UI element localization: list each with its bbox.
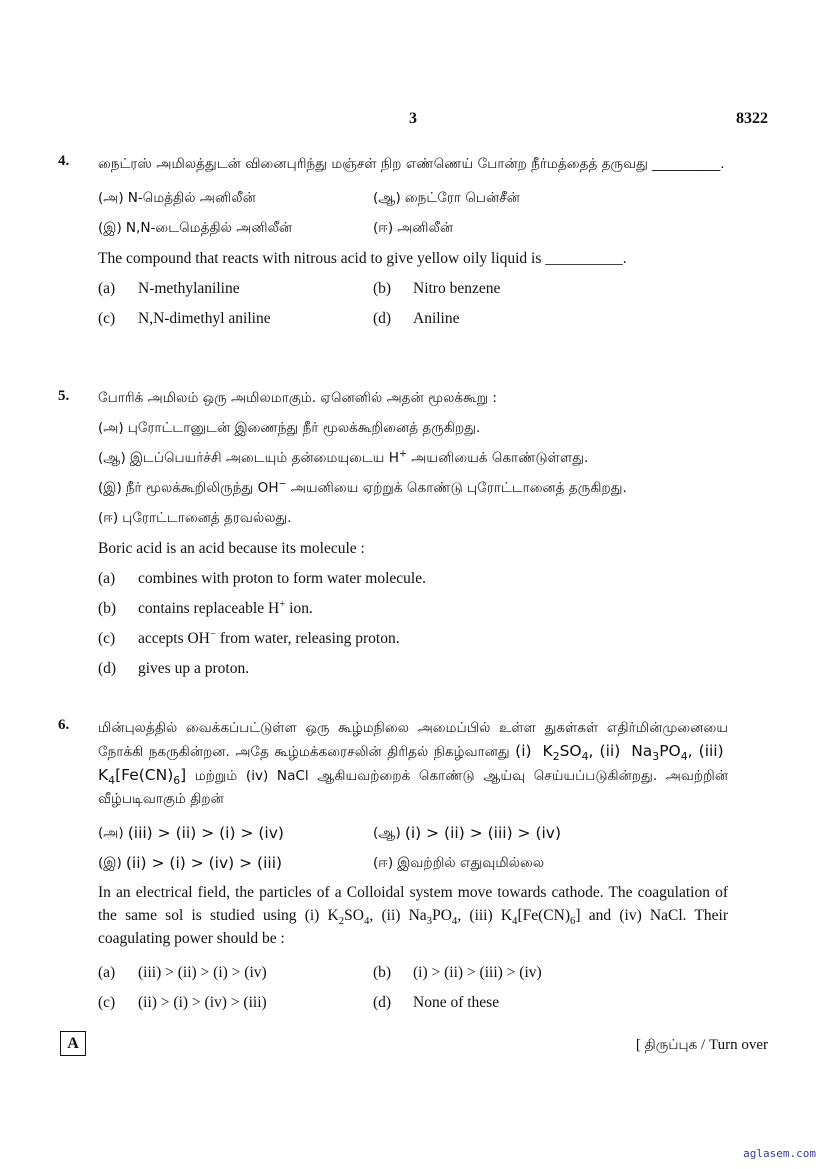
text-segment: , (ii) <box>588 742 621 760</box>
text-segment: and (iv) NaCl. Their coagulating power should be : <box>98 907 728 947</box>
option-text: N-மெத்தில் அனிலீன் <box>127 189 256 206</box>
text-segment: , (iii) <box>687 742 724 760</box>
formula-k4fecn6 <box>98 766 187 788</box>
question-4 <box>58 153 728 333</box>
option-english-b[interactable] <box>98 593 728 623</box>
text-segment: [Fe(CN) <box>517 907 570 924</box>
option-text <box>130 447 589 470</box>
text-segment: (i) <box>515 742 532 760</box>
option-english-d[interactable] <box>98 653 728 683</box>
text-segment: ] <box>180 766 187 784</box>
option-text-part: இடப்பெயர்ச்சி அடையும் தன்மையுடைய H <box>129 449 399 466</box>
option-tamil-i[interactable] <box>98 217 373 240</box>
subscript: 4 <box>680 750 688 764</box>
option-text: (i) > (ii) > (iii) > (iv) <box>413 963 542 981</box>
option-text-part: contains replaceable H <box>138 599 280 617</box>
text-segment: SO <box>344 907 364 924</box>
text-segment: [Fe(CN) <box>115 766 174 784</box>
option-label: (b) <box>98 599 117 617</box>
subscript: 6 <box>173 774 181 788</box>
text-segment: Na <box>631 742 653 760</box>
option-tamil-a[interactable] <box>98 413 728 443</box>
text-segment: மற்றும் (iv) NaCl ஆகியவற்றைக் கொண்டு ஆய்வு செய்யப்படுகின்றது. அவற்றின் வீழ்படிவாகும் திறன் <box>98 768 729 807</box>
subscript: 3 <box>426 915 433 928</box>
option-text-part: அயனியை ஏற்றுக் கொண்டு புரோட்டானைத் தருகிறது. <box>286 479 627 496</box>
option-text <box>138 597 313 620</box>
subscript: 4 <box>512 915 518 928</box>
option-text: gives up a proton. <box>138 659 250 677</box>
text-segment: ] <box>575 907 581 924</box>
option-text: Aniline <box>413 309 460 327</box>
superscript: − <box>278 477 287 489</box>
superscript: − <box>209 627 216 640</box>
option-text: (ii) > (i) > (iv) > (iii) <box>125 853 283 872</box>
option-english-c[interactable] <box>98 623 728 653</box>
option-tamil-a[interactable] <box>98 187 373 210</box>
option-tamil-i[interactable] <box>98 852 373 875</box>
text-segment: K <box>542 742 553 760</box>
option-english-b[interactable] <box>373 961 648 984</box>
option-label: (ஈ) <box>373 219 394 236</box>
option-label: (c) <box>98 629 116 647</box>
option-text-part: from water, releasing proton. <box>216 629 400 647</box>
option-label: (b) <box>373 279 392 297</box>
question-text-english: The compound that reacts with nitrous acid to give yellow oily liquid is __________. <box>98 249 627 267</box>
option-label: (c) <box>98 309 116 327</box>
option-text: (i) > (ii) > (iii) > (iv) <box>404 823 562 842</box>
text-segment: PO <box>659 742 681 760</box>
option-tamil-a[interactable] <box>98 822 373 845</box>
question-text-tamil <box>98 717 728 811</box>
option-text: புரோட்டானைத் தரவல்லது. <box>122 509 292 526</box>
question-text-english: Boric acid is an acid because its molecule : <box>98 539 365 557</box>
text-segment: In an electrical field, the particles of a Colloidal system move towards cathode. The coagulation of the same sol is studied using (i) K <box>98 884 728 924</box>
option-label: (ஈ) <box>98 509 119 526</box>
option-text: (iii) > (ii) > (i) > (iv) <box>138 963 267 981</box>
text-segment: SO <box>559 742 582 760</box>
option-label: (d) <box>98 659 117 677</box>
option-tamil-aa[interactable] <box>373 822 648 845</box>
option-text-part: நீர் மூலக்கூறிலிருந்து OH <box>125 479 279 496</box>
option-text <box>126 477 627 500</box>
option-label: (a) <box>98 963 116 981</box>
question-number: 5. <box>58 388 70 404</box>
option-tamil-ii[interactable] <box>373 217 648 240</box>
options-row-tamil <box>98 213 728 243</box>
option-text-part: accepts OH <box>138 629 210 647</box>
option-tamil-i[interactable] <box>98 473 728 503</box>
bracket: [ <box>635 1037 645 1053</box>
option-english-a[interactable] <box>98 563 728 593</box>
turn-over-note <box>636 1034 768 1057</box>
subscript: 4 <box>581 750 589 764</box>
subscript: 3 <box>652 750 660 764</box>
option-label: (d) <box>373 309 392 327</box>
option-tamil-aa[interactable] <box>373 187 648 210</box>
question-text-english <box>98 881 728 950</box>
option-label: (ஆ) <box>98 449 126 466</box>
series-box: A <box>60 1031 86 1056</box>
text-segment: , (ii) Na <box>369 907 427 924</box>
option-tamil-aa[interactable] <box>98 443 728 473</box>
option-text: combines with proton to form water molecule. <box>138 569 426 587</box>
options-row-tamil <box>98 183 728 213</box>
option-label: (இ) <box>98 479 122 496</box>
option-text <box>138 627 400 650</box>
option-text-part: அயனியைக் கொண்டுள்ளது. <box>406 449 589 466</box>
subscript: 4 <box>108 774 116 788</box>
option-text: Nitro benzene <box>413 279 501 297</box>
options-row-tamil <box>98 848 728 878</box>
question-text-tamil: போரிக் அமிலம் ஒரு அமிலமாகும். ஏனெனில் அதன் மூலக்கூறு : <box>98 389 498 406</box>
option-text-part: ion. <box>285 599 313 617</box>
text-segment: , (iii) K <box>457 907 513 924</box>
options-row-tamil <box>98 818 728 848</box>
question-number: 6. <box>58 717 70 733</box>
page-number: 3 <box>409 110 417 127</box>
options-row-english <box>98 957 728 987</box>
subscript: 2 <box>552 750 560 764</box>
question-6 <box>58 717 728 1017</box>
subscript: 2 <box>338 915 345 928</box>
option-text: N,N-dimethyl aniline <box>138 309 271 327</box>
option-label: (b) <box>373 963 392 981</box>
option-label: (இ) <box>98 854 122 871</box>
question-5 <box>58 383 728 683</box>
option-label: (ஈ) <box>373 854 394 871</box>
options-row-english <box>98 987 728 1017</box>
option-tamil-ii[interactable] <box>373 852 648 875</box>
options-row-english <box>98 273 728 303</box>
option-tamil-ii[interactable] <box>98 503 728 533</box>
option-label: (இ) <box>98 219 122 236</box>
text-segment: மின்புலத்தில் வைக்கப்பட்டுள்ள ஒரு கூழ்மநிலை அமைப்பில் உள்ள துகள்கள் எதிர்மின்முனையை நோக்கி நகருகின்றன. அதே கூழ்மக்கரைசலின் திரிதல் நிகழ்வானது <box>98 720 728 760</box>
option-english-d[interactable] <box>373 991 648 1014</box>
turn-over-tamil: திருப்புக <box>644 1037 698 1053</box>
option-text: அனிலீன் <box>397 219 454 236</box>
option-english-c[interactable] <box>98 307 373 330</box>
option-english-c[interactable] <box>98 991 373 1014</box>
option-text: N,N-டைமெத்தில் அனிலீன் <box>125 219 293 236</box>
watermark: aglasem.com <box>743 1147 816 1160</box>
text-segment: K <box>98 766 109 784</box>
paper-code: 8322 <box>736 110 768 127</box>
option-text: (ii) > (i) > (iv) > (iii) <box>138 993 267 1011</box>
option-label: (d) <box>373 993 392 1011</box>
text-segment: PO <box>432 907 452 924</box>
question-text-tamil: நைட்ரஸ் அமிலத்துடன் வினைபுரிந்து மஞ்சள் நிற எண்ணெய் போன்ற நீர்மத்தைத் தருவது __________. <box>98 156 725 172</box>
option-label: (a) <box>98 279 116 297</box>
option-english-a[interactable] <box>98 961 373 984</box>
option-text: நைட்ரோ பென்சீன் <box>404 189 520 206</box>
option-label: (a) <box>98 569 116 587</box>
options-row-english <box>98 303 728 333</box>
option-text: N-methylaniline <box>138 279 240 297</box>
turn-over-english: Turn over <box>708 1037 768 1053</box>
separator: / <box>697 1037 709 1053</box>
option-english-b[interactable] <box>373 277 648 300</box>
option-label: (ஆ) <box>373 189 401 206</box>
option-label: (அ) <box>98 189 124 206</box>
option-english-d[interactable] <box>373 307 648 330</box>
option-english-a[interactable] <box>98 277 373 300</box>
formula-k2so4 <box>542 742 589 764</box>
option-label: (அ) <box>98 419 124 436</box>
option-label: (ஆ) <box>373 824 401 841</box>
subscript: 4 <box>363 915 370 928</box>
question-number: 4. <box>58 153 70 169</box>
superscript: + <box>399 447 407 459</box>
formula-na3po4 <box>631 742 688 764</box>
option-text: (iii) > (ii) > (i) > (iv) <box>127 823 284 842</box>
option-text: None of these <box>413 993 500 1011</box>
option-text: இவற்றில் எதுவுமில்லை <box>397 854 545 871</box>
subscript: 4 <box>451 915 458 928</box>
option-text: புரோட்டானுடன் இணைந்து நீர் மூலக்கூறினைத் தருகிறது. <box>127 419 481 436</box>
subscript: 6 <box>570 915 576 928</box>
option-label: (அ) <box>98 824 124 841</box>
superscript: + <box>279 597 286 610</box>
option-label: (c) <box>98 993 116 1011</box>
